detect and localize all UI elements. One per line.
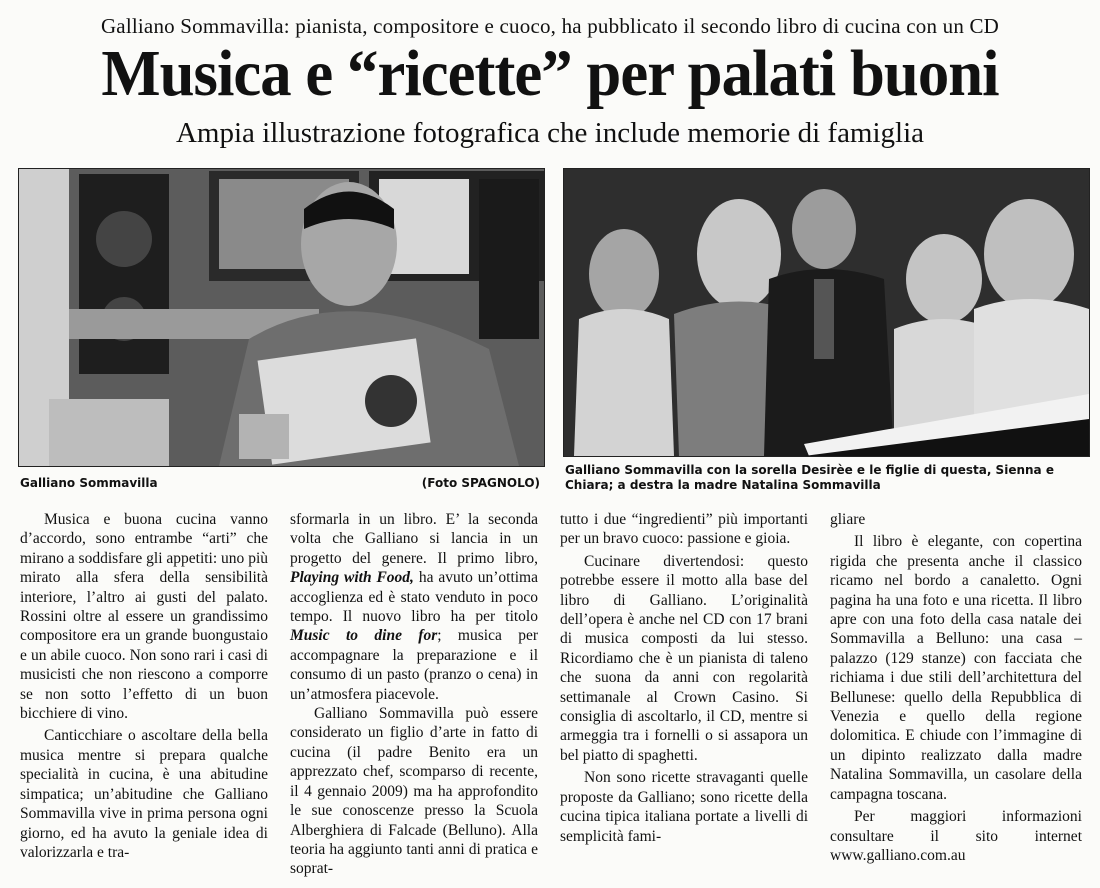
column-1-paragraph: Musica e buona cucina vanno d’accordo, sono entrambe “arti” che mirano a soddisfare gli appetiti: uno più mirato alla sfera della sensibilità interiore, l’altro ai gusti del palato. Rossini oltre al essere un grandissimo compositore era un grande buongustaio e un abile cuoco. Non sono rari i casi di musicisti che non riescono a comporre se non sotto l’effetto di un buon bicchiere di vino.: [20, 511, 268, 723]
article-headline: Musica e “ricette” per palati buoni: [101, 37, 999, 110]
article-subheadline: Ampia illustrazione fotografica che include memorie di famiglia: [175, 117, 925, 149]
column-4-paragraph: [830, 807, 1082, 865]
right-photo-caption: Galliano Sommavilla con la sorella Desirèe e le figlie di questa, Sienna e Chiara; a destra la madre Natalina Sommavilla: [565, 463, 1054, 492]
article-column-1: [20, 510, 268, 862]
column-2-text: ; musica per accompagnare la preparazione e il consumo di un pasto (pranzo o cena) in un’atmosfera piacevole.: [290, 627, 538, 703]
photo-galliano-reading: [18, 168, 545, 467]
column-4-paragraph: gliare: [830, 511, 866, 528]
photo-family: [563, 168, 1090, 457]
article-column-4: [830, 510, 1082, 865]
article-kicker: Galliano Sommavilla: pianista, compositore e cuoco, ha pubblicato il secondo libro di cucina con un CD: [100, 14, 1000, 38]
column-2-text: ha avuto un’ottima accoglienza ed è stato venduto in poco tempo. Il nuovo libro ha per titolo: [290, 569, 538, 626]
book-title-music-to-dine-for: Music to dine for: [290, 627, 438, 645]
article-column-2: [290, 510, 538, 879]
left-photo-credit: (Foto SPAGNOLO): [421, 476, 540, 490]
column-3-paragraph: Cucinare divertendosi: questo potrebbe essere il motto alla base del libro di Galliano. L’originalità dell’opera è anche nel CD con 17 brani di musica composti da lui stesso. Ricordiamo che è un pianista di taleno che suona da anni con regolarità settimanale al Crown Casino. Si consiglia di ascoltarlo, il CD, mentre si armeggia tra i fornelli o si assapora un bel piatto di spaghetti.: [560, 552, 808, 764]
column-2-text: sformarla in un libro. E’ la seconda volta che Galliano si lancia in un progetto del genere. Il primo libro,: [290, 511, 538, 567]
website-url[interactable]: www.galliano.com.au: [830, 846, 966, 864]
column-3-paragraph: tutto i due “ingredienti” più importanti per un bravo cuoco: passione e gioia.: [560, 511, 808, 548]
book-title-playing-with-food: Playing with Food,: [290, 569, 414, 587]
column-1-paragraph: Canticchiare o ascoltare della bella musica mentre si prepara qualche specialità in cucina, è una abitudine simpatica; un’abitudine che Galliano Sommavilla vive in prima persona ogni giorno, ed ha avuto la geniale idea di valorizzarla e tra-: [20, 727, 268, 861]
column-3-paragraph: Non sono ricette stravaganti quelle proposte da Galliano; sono ricette della cucina tipica italiana portate a livelli di semplicità fami-: [560, 769, 808, 845]
column-2-paragraph: Galliano Sommavilla può essere considerato un figlio d’arte in fatto di cucina (il padre Benito era un apprezzato chef, scomparso di recente, il 4 gennaio 2009) ma ha approfondito le sue conoscenze presso la Scuola Alberghiera di Falcade (Belluno). Alla teoria ha aggiunto tanti anni di pratica e soprat-: [290, 705, 538, 878]
article-column-3: [560, 510, 808, 846]
column-2-paragraph: [290, 510, 538, 704]
left-photo-caption: Galliano Sommavilla: [20, 476, 158, 490]
column-4-text: Per maggiori informazioni consultare il sito internet: [830, 808, 1082, 845]
column-4-paragraph: Il libro è elegante, con copertina rigida che presenta anche il classico ricamo nel bordo a canaletto. Ogni pagina ha una foto e una ricetta. Il libro apre con una foto della casa natale dei Sommavilla a Belluno: una casa – palazzo (129 stanze) con facciata che richiama i due stili dell’architettura del Bellunese: quello della Repubblica di Venezia e quello della regione dolomitica. E chiude con l’immagine di un dipinto realizzato dalla madre Natalina Sommavilla, un casolare della campagna toscana.: [830, 533, 1082, 803]
